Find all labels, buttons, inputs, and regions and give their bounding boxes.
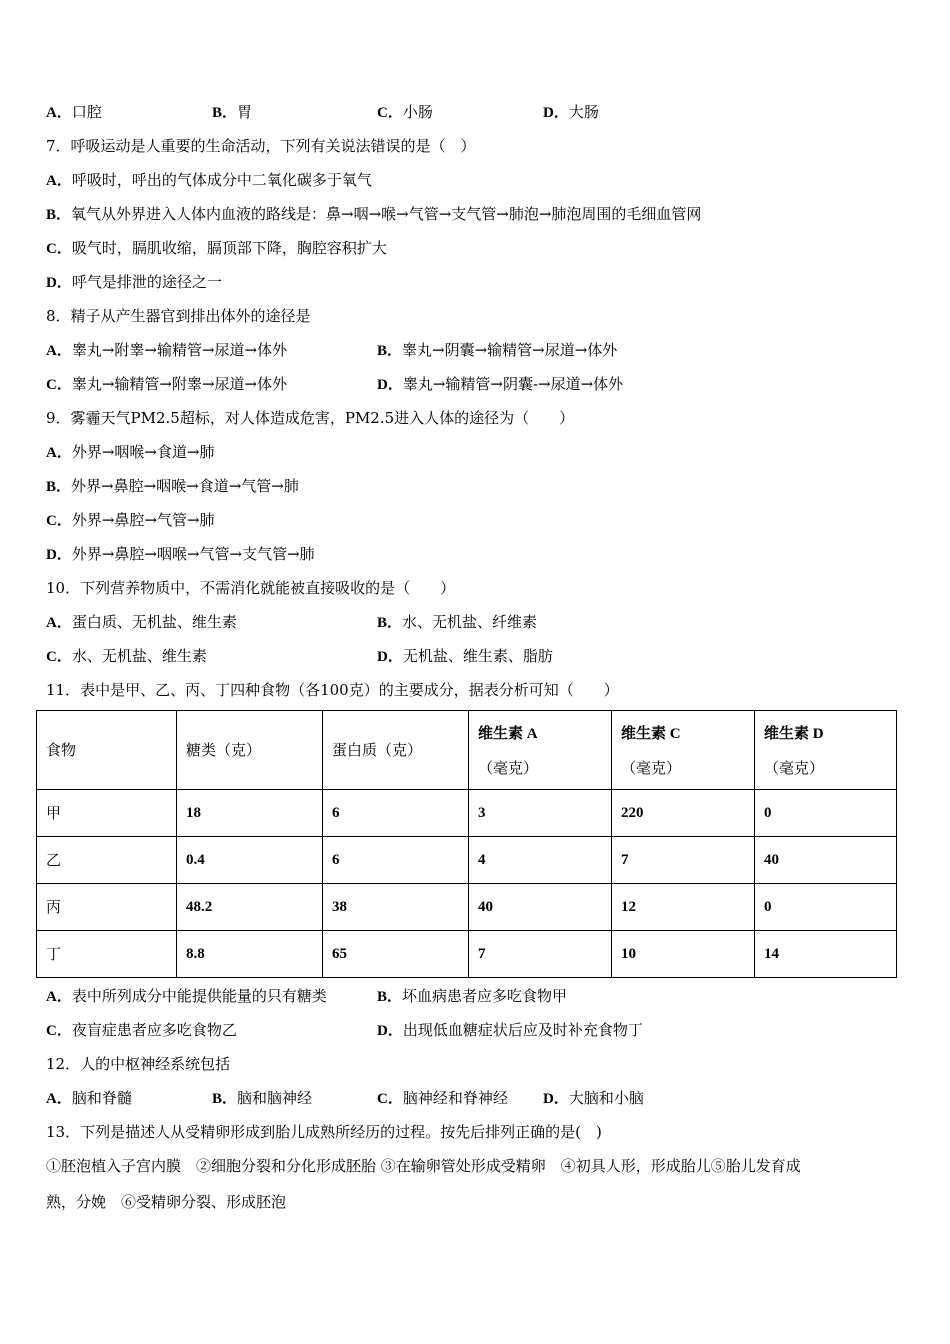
q7-option-a bbox=[46, 170, 372, 191]
q11-option-c bbox=[46, 1020, 237, 1041]
option-text: 呼吸时，呼出的气体成分中二氧化碳多于氧气 bbox=[71, 171, 372, 189]
table-cell: 6 bbox=[323, 837, 469, 884]
table-cell: 38 bbox=[323, 884, 469, 931]
table-cell: 丁 bbox=[37, 931, 177, 978]
q6-option-a bbox=[46, 102, 102, 123]
option-text: 水、无机盐、维生素 bbox=[71, 647, 207, 665]
option-text: 表中所列成分中能提供能量的只有糖类 bbox=[71, 987, 327, 1005]
table-row bbox=[37, 790, 897, 837]
q12-option-b bbox=[212, 1088, 312, 1109]
table-cell: 7 bbox=[469, 931, 612, 978]
table-cell: 10 bbox=[612, 931, 755, 978]
q12-option-c bbox=[377, 1088, 508, 1109]
q13-stem: 13．下列是描述人从受精卵形成到胎儿成熟所经历的过程。按先后排列正确的是( ) bbox=[46, 1123, 602, 1141]
option-text: 无机盐、维生素、脂肪 bbox=[402, 647, 553, 665]
table-cell: 18 bbox=[177, 790, 323, 837]
table-cell: 8.8 bbox=[177, 931, 323, 978]
option-text: 小肠 bbox=[402, 103, 433, 121]
option-text: 大脑和小脑 bbox=[568, 1089, 644, 1107]
option-letter: A． bbox=[46, 173, 72, 189]
q9-option-d bbox=[46, 544, 315, 565]
option-letter: A． bbox=[46, 615, 72, 631]
option-text: 水、无机盐、纤维素 bbox=[402, 613, 538, 631]
q9-stem: 9．雾霾天气PM2.5超标，对人体造成危害，PM2.5进入人体的途径为（ ） bbox=[46, 409, 575, 427]
nutrition-table bbox=[36, 710, 897, 978]
option-letter: B． bbox=[46, 479, 72, 495]
header-cell: 蛋白质（克） bbox=[323, 711, 469, 790]
table-cell: 40 bbox=[469, 884, 612, 931]
option-letter: C． bbox=[377, 105, 403, 121]
option-text: 脑和脊髓 bbox=[71, 1089, 132, 1107]
q8-option-b bbox=[377, 340, 617, 361]
q6-option-d bbox=[543, 102, 599, 123]
option-letter: D． bbox=[377, 1023, 403, 1039]
option-text: 外界→鼻腔→咽喉→气管→支气管→肺 bbox=[71, 545, 315, 563]
option-letter: D． bbox=[543, 1091, 569, 1107]
option-text: 蛋白质、无机盐、维生素 bbox=[71, 613, 237, 631]
option-letter: D． bbox=[377, 377, 403, 393]
q11-stem: 11．表中是甲、乙、丙、丁四种食物（各100克）的主要成分，据表分析可知（ ） bbox=[46, 681, 619, 699]
q8-option-c bbox=[46, 374, 287, 395]
table-cell: 48.2 bbox=[177, 884, 323, 931]
option-text: 大肠 bbox=[568, 103, 599, 121]
header-cell: 维生素 C （毫克） bbox=[612, 711, 755, 790]
option-letter: C． bbox=[377, 1091, 403, 1107]
table-cell: 220 bbox=[612, 790, 755, 837]
option-text: 外界→鼻腔→咽喉→食道→气管→肺 bbox=[71, 477, 299, 495]
option-text: 外界→鼻腔→气管→肺 bbox=[71, 511, 215, 529]
option-text: 呼气是排泄的途径之一 bbox=[71, 273, 222, 291]
q11-option-b bbox=[377, 986, 567, 1007]
table-header-row bbox=[37, 711, 897, 790]
table-cell: 0 bbox=[755, 884, 897, 931]
option-text: 氧气从外界进入人体内血液的路线是：鼻→咽→喉→气管→支气管→肺泡→肺泡周围的毛细血管网 bbox=[71, 205, 702, 223]
option-text: 外界→咽喉→食道→肺 bbox=[71, 443, 215, 461]
option-letter: C． bbox=[46, 241, 72, 257]
header-cell: 糖类（克） bbox=[177, 711, 323, 790]
option-text: 吸气时，膈肌收缩，膈顶部下降，胸腔容积扩大 bbox=[71, 239, 387, 257]
table-cell: 0.4 bbox=[177, 837, 323, 884]
table-cell: 14 bbox=[755, 931, 897, 978]
q10-stem: 10．下列营养物质中，不需消化就能被直接吸收的是（ ） bbox=[46, 579, 456, 597]
table-cell: 40 bbox=[755, 837, 897, 884]
option-letter: C． bbox=[46, 649, 72, 665]
q11-option-a bbox=[46, 986, 327, 1007]
option-text: 口腔 bbox=[71, 103, 102, 121]
table-row bbox=[37, 931, 897, 978]
option-text: 坏血病患者应多吃食物甲 bbox=[402, 987, 568, 1005]
option-letter: B． bbox=[212, 105, 238, 121]
q10-option-c bbox=[46, 646, 207, 667]
option-letter: B． bbox=[212, 1091, 238, 1107]
option-letter: D． bbox=[46, 275, 72, 291]
option-letter: C． bbox=[46, 377, 72, 393]
option-text: 脑神经和脊神经 bbox=[402, 1089, 508, 1107]
q10-option-b bbox=[377, 612, 537, 633]
header-cell: 维生素 D （毫克） bbox=[755, 711, 897, 790]
option-letter: B． bbox=[377, 989, 403, 1005]
option-letter: B． bbox=[377, 615, 403, 631]
q7-option-b bbox=[46, 204, 701, 225]
table-cell: 3 bbox=[469, 790, 612, 837]
q8-option-a bbox=[46, 340, 287, 361]
table-cell: 12 bbox=[612, 884, 755, 931]
option-text: 出现低血糖症状后应及时补充食物丁 bbox=[402, 1021, 643, 1039]
option-text: 脑和脑神经 bbox=[237, 1089, 313, 1107]
option-text: 睾丸→输精管→附睾→尿道→体外 bbox=[71, 375, 288, 393]
option-letter: C． bbox=[46, 513, 72, 529]
q10-option-d bbox=[377, 646, 553, 667]
option-letter: D． bbox=[377, 649, 403, 665]
header-cell: 维生素 A （毫克） bbox=[469, 711, 612, 790]
table-cell: 6 bbox=[323, 790, 469, 837]
table-cell: 65 bbox=[323, 931, 469, 978]
option-letter: C． bbox=[46, 1023, 72, 1039]
option-text: 睾丸→阴囊→输精管→尿道→体外 bbox=[402, 341, 618, 359]
q9-option-b bbox=[46, 476, 299, 497]
option-letter: B． bbox=[377, 343, 403, 359]
q10-option-a bbox=[46, 612, 237, 633]
q8-stem: 8．精子从产生器官到排出体外的途径是 bbox=[46, 307, 311, 325]
q12-option-d bbox=[543, 1088, 644, 1109]
option-letter: A． bbox=[46, 1091, 72, 1107]
q8-option-d bbox=[377, 374, 623, 395]
option-text: 睾丸→附睾→输精管→尿道→体外 bbox=[71, 341, 288, 359]
q7-stem: 7．呼吸运动是人重要的生命活动，下列有关说法错误的是（ ） bbox=[46, 137, 476, 155]
header-cell: 食物 bbox=[37, 711, 177, 790]
option-letter: A． bbox=[46, 989, 72, 1005]
option-text: 睾丸→输精管→阴囊-→尿道→体外 bbox=[402, 375, 624, 393]
q9-option-a bbox=[46, 442, 215, 463]
q12-stem: 12．人的中枢神经系统包括 bbox=[46, 1055, 231, 1073]
q12-option-a bbox=[46, 1088, 132, 1109]
table-cell: 丙 bbox=[37, 884, 177, 931]
q13-steps-line2: 熟，分娩 ⑥受精卵分裂、形成胚泡 bbox=[46, 1193, 287, 1211]
q11-option-d bbox=[377, 1020, 643, 1041]
option-letter: D． bbox=[543, 105, 569, 121]
q9-option-c bbox=[46, 510, 215, 531]
table-cell: 乙 bbox=[37, 837, 177, 884]
option-text: 胃 bbox=[237, 103, 253, 121]
table-cell: 4 bbox=[469, 837, 612, 884]
table-cell: 甲 bbox=[37, 790, 177, 837]
option-letter: A． bbox=[46, 105, 72, 121]
option-letter: A． bbox=[46, 445, 72, 461]
table-cell: 7 bbox=[612, 837, 755, 884]
option-letter: A． bbox=[46, 343, 72, 359]
table-row bbox=[37, 884, 897, 931]
option-text: 夜盲症患者应多吃食物乙 bbox=[71, 1021, 237, 1039]
q7-option-c bbox=[46, 238, 387, 259]
q13-steps-line1: ①胚泡植入子宫内膜 ②细胞分裂和分化形成胚胎 ③在输卵管处形成受精卵 ④初具人形，形成胎儿⑤胎儿发育成 bbox=[46, 1157, 801, 1175]
option-letter: D． bbox=[46, 547, 72, 563]
q6-option-b bbox=[212, 102, 252, 123]
option-letter: B． bbox=[46, 207, 72, 223]
q7-option-d bbox=[46, 272, 222, 293]
table-cell: 0 bbox=[755, 790, 897, 837]
table-row bbox=[37, 837, 897, 884]
q6-option-c bbox=[377, 102, 433, 123]
